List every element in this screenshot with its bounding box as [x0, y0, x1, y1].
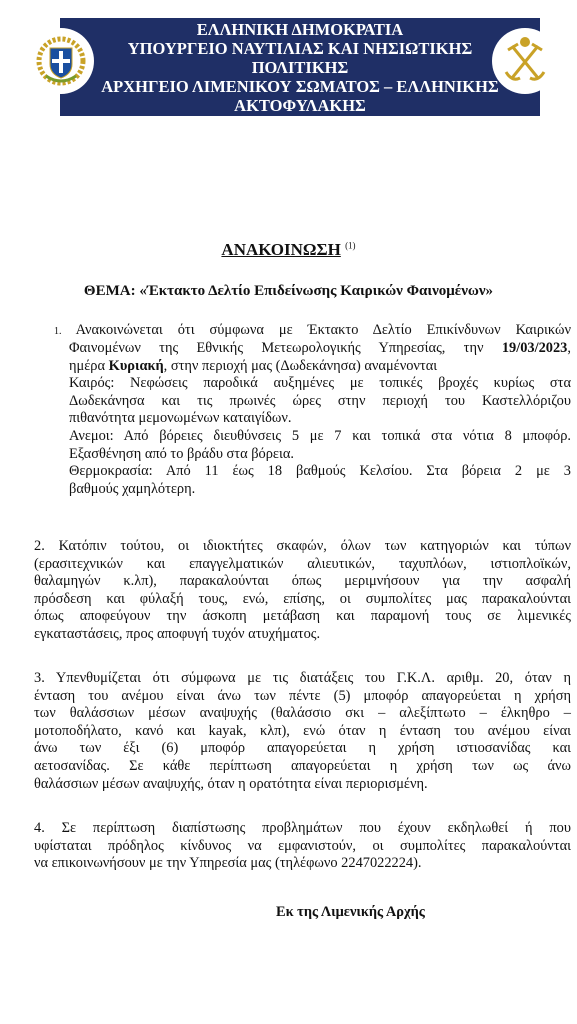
- item-1-comma: ,: [567, 340, 571, 356]
- item-2-line-4: πρόσδεση και φύλαξή τους, ενώ, επίσης, οι συμπολίτες μας παρακαλούνται: [34, 590, 571, 607]
- item-4-line-3: να επικοινωνήσουν με την Υπηρεσία μας (τηλέφωνο 2247022224).: [34, 855, 422, 872]
- item-1-line-10: βαθμούς χαμηλότερη.: [69, 480, 196, 497]
- item-1-line-8: Εξασθένηση από το βράδυ στα βόρεια.: [69, 445, 294, 462]
- item-1-body: [69, 340, 571, 498]
- item-3-line-5: άνω των έξι (6) μποφόρ απαγορεύεται η χρήση ιστιοσανίδας και: [34, 740, 571, 757]
- title-text: ΑΝΑΚΟΙΝΩΣΗ: [221, 240, 341, 259]
- item-1-line-4: Καιρός: Νεφώσεις παροδικά αυξημένες με τοπικές βροχές κυρίως στα: [69, 375, 571, 392]
- item-2: [34, 538, 571, 644]
- item-1-line-7: Ανεμοι: Από βόρειες διευθύνσεις 5 με 7 και τοπικά στα νότια 8 μποφόρ.: [69, 427, 571, 444]
- item-2-line-3: θαλαμηγών κ.λπ), παρακαλούνται όπως μεριμνήσουν για την ασφαλή: [34, 573, 571, 590]
- item-1-date: 19/03/2023: [501, 340, 568, 356]
- header-banner: [60, 18, 540, 116]
- item-1-line-3-rest: , στην περιοχή μας (Δωδεκάνησα) αναμένονται: [163, 357, 438, 374]
- item-1-first-line: [54, 322, 571, 341]
- coast-guard-anchors-icon: [492, 28, 558, 94]
- item-1-number: 1.: [54, 326, 62, 337]
- item-2-line-2: (ερασιτεχνικών και επαγγελματικών αλιευτικών, ταχυπλόων, ιστιοπλοϊκών,: [34, 555, 571, 572]
- item-3: [34, 670, 571, 793]
- item-1-day: Κυριακή: [108, 357, 164, 374]
- item-1-line-1: Ανακοινώνεται ότι σύμφωνα με Έκτακτο Δελτίο Επικίνδυνων Καιρικών: [75, 322, 571, 338]
- signature: Εκ της Λιμενικής Αρχής: [276, 904, 425, 920]
- title-footnote: (1): [345, 240, 356, 251]
- item-4-line-2: υφίσταται πρόδηλος κίνδυνος να εμφανιστούν, οι συμπολίτες παρακαλούνται: [34, 837, 571, 854]
- header-line-1: ΕΛΛΗΝΙΚΗ ΔΗΜΟΚΡΑΤΙΑ: [196, 20, 404, 39]
- item-2-line-5: όπως αποφεύγουν την άσκοπη μετάβαση και παραμονή τους σε λιμενικές: [34, 608, 571, 625]
- announcement-title: [0, 240, 577, 260]
- item-1-line-9: Θερμοκρασία: Από 11 έως 18 βαθμούς Κελσίου. Στα βόρεια 2 με 3: [69, 463, 571, 480]
- item-1-line-5: Δωδεκάνησα και τις πρωινές ώρες στην περιοχή του Καστελλόριζου: [69, 392, 571, 409]
- item-3-line-4: μοτοποδήλατο, κανό και kayak, κλπ), ενώ όταν η ένταση του ανέμου είναι: [34, 722, 571, 739]
- item-4-line-1: 4. Σε περίπτωση διαπίστωσης προβλημάτων που έχουν εκδηλωθεί ή που: [34, 820, 571, 836]
- header-line-4: ΑΡΧΗΓΕΙΟ ΛΙΜΕΝΙΚΟΥ ΣΩΜΑΤΟΣ – ΕΛΛΗΝΙΚΗΣ: [101, 77, 499, 96]
- header-line-5: ΑΚΤΟΦΥΛΑΚΗΣ: [234, 96, 366, 115]
- item-2-line-6: εγκαταστάσεις, προς αποφυγή τυχόν ατυχήματος.: [34, 625, 321, 642]
- header-line-2: ΥΠΟΥΡΓΕΙΟ ΝΑΥΤΙΛΙΑΣ ΚΑΙ ΝΗΣΙΩΤΙΚΗΣ: [127, 39, 473, 58]
- item-3-line-7: θαλάσσιων μέσων αναψυχής, όταν η ορατότητα είναι περιορισμένη.: [34, 775, 428, 792]
- item-3-line-1: 3. Υπενθυμίζεται ότι σύμφωνα με τις διατάξεις του Γ.Κ.Λ. αριθμ. 20, όταν η: [34, 670, 571, 686]
- item-1-line-3: ημέρα: [69, 357, 106, 374]
- header-line-3: ΠΟΛΙΤΙΚΗΣ: [251, 58, 349, 77]
- item-3-line-2: ένταση του ανέμου είναι άνω των πέντε (5) μποφόρ απαγορεύεται η χρήση: [34, 687, 571, 704]
- subject-line: ΘΕΜΑ: «Έκτακτο Δελτίο Επιδείνωσης Καιρικών Φαινομένων»: [83, 283, 494, 299]
- item-1-line-6: πιθανότητα μεμονωμένων καταιγίδων.: [69, 410, 292, 427]
- item-3-line-6: αετοσανίδας. Σε κάθε περίπτωση απαγορεύεται η χρήση των ως άνω: [34, 757, 571, 774]
- item-4: [34, 820, 571, 873]
- greek-coat-of-arms-icon: [28, 28, 94, 94]
- item-1-line-2: Φαινομένων της Εθνικής Μετεωρολογικής Υπηρεσίας, την: [69, 340, 484, 356]
- item-3-line-3: των θαλάσσιων μέσων αναψυχής (θαλάσσιο σκι – αλεξίπτωτο – έλκηθρο –: [34, 705, 571, 722]
- item-2-line-1: 2. Κατόπιν τούτου, οι ιδιοκτήτες σκαφών, όλων των κατηγοριών και τύπων: [34, 538, 571, 554]
